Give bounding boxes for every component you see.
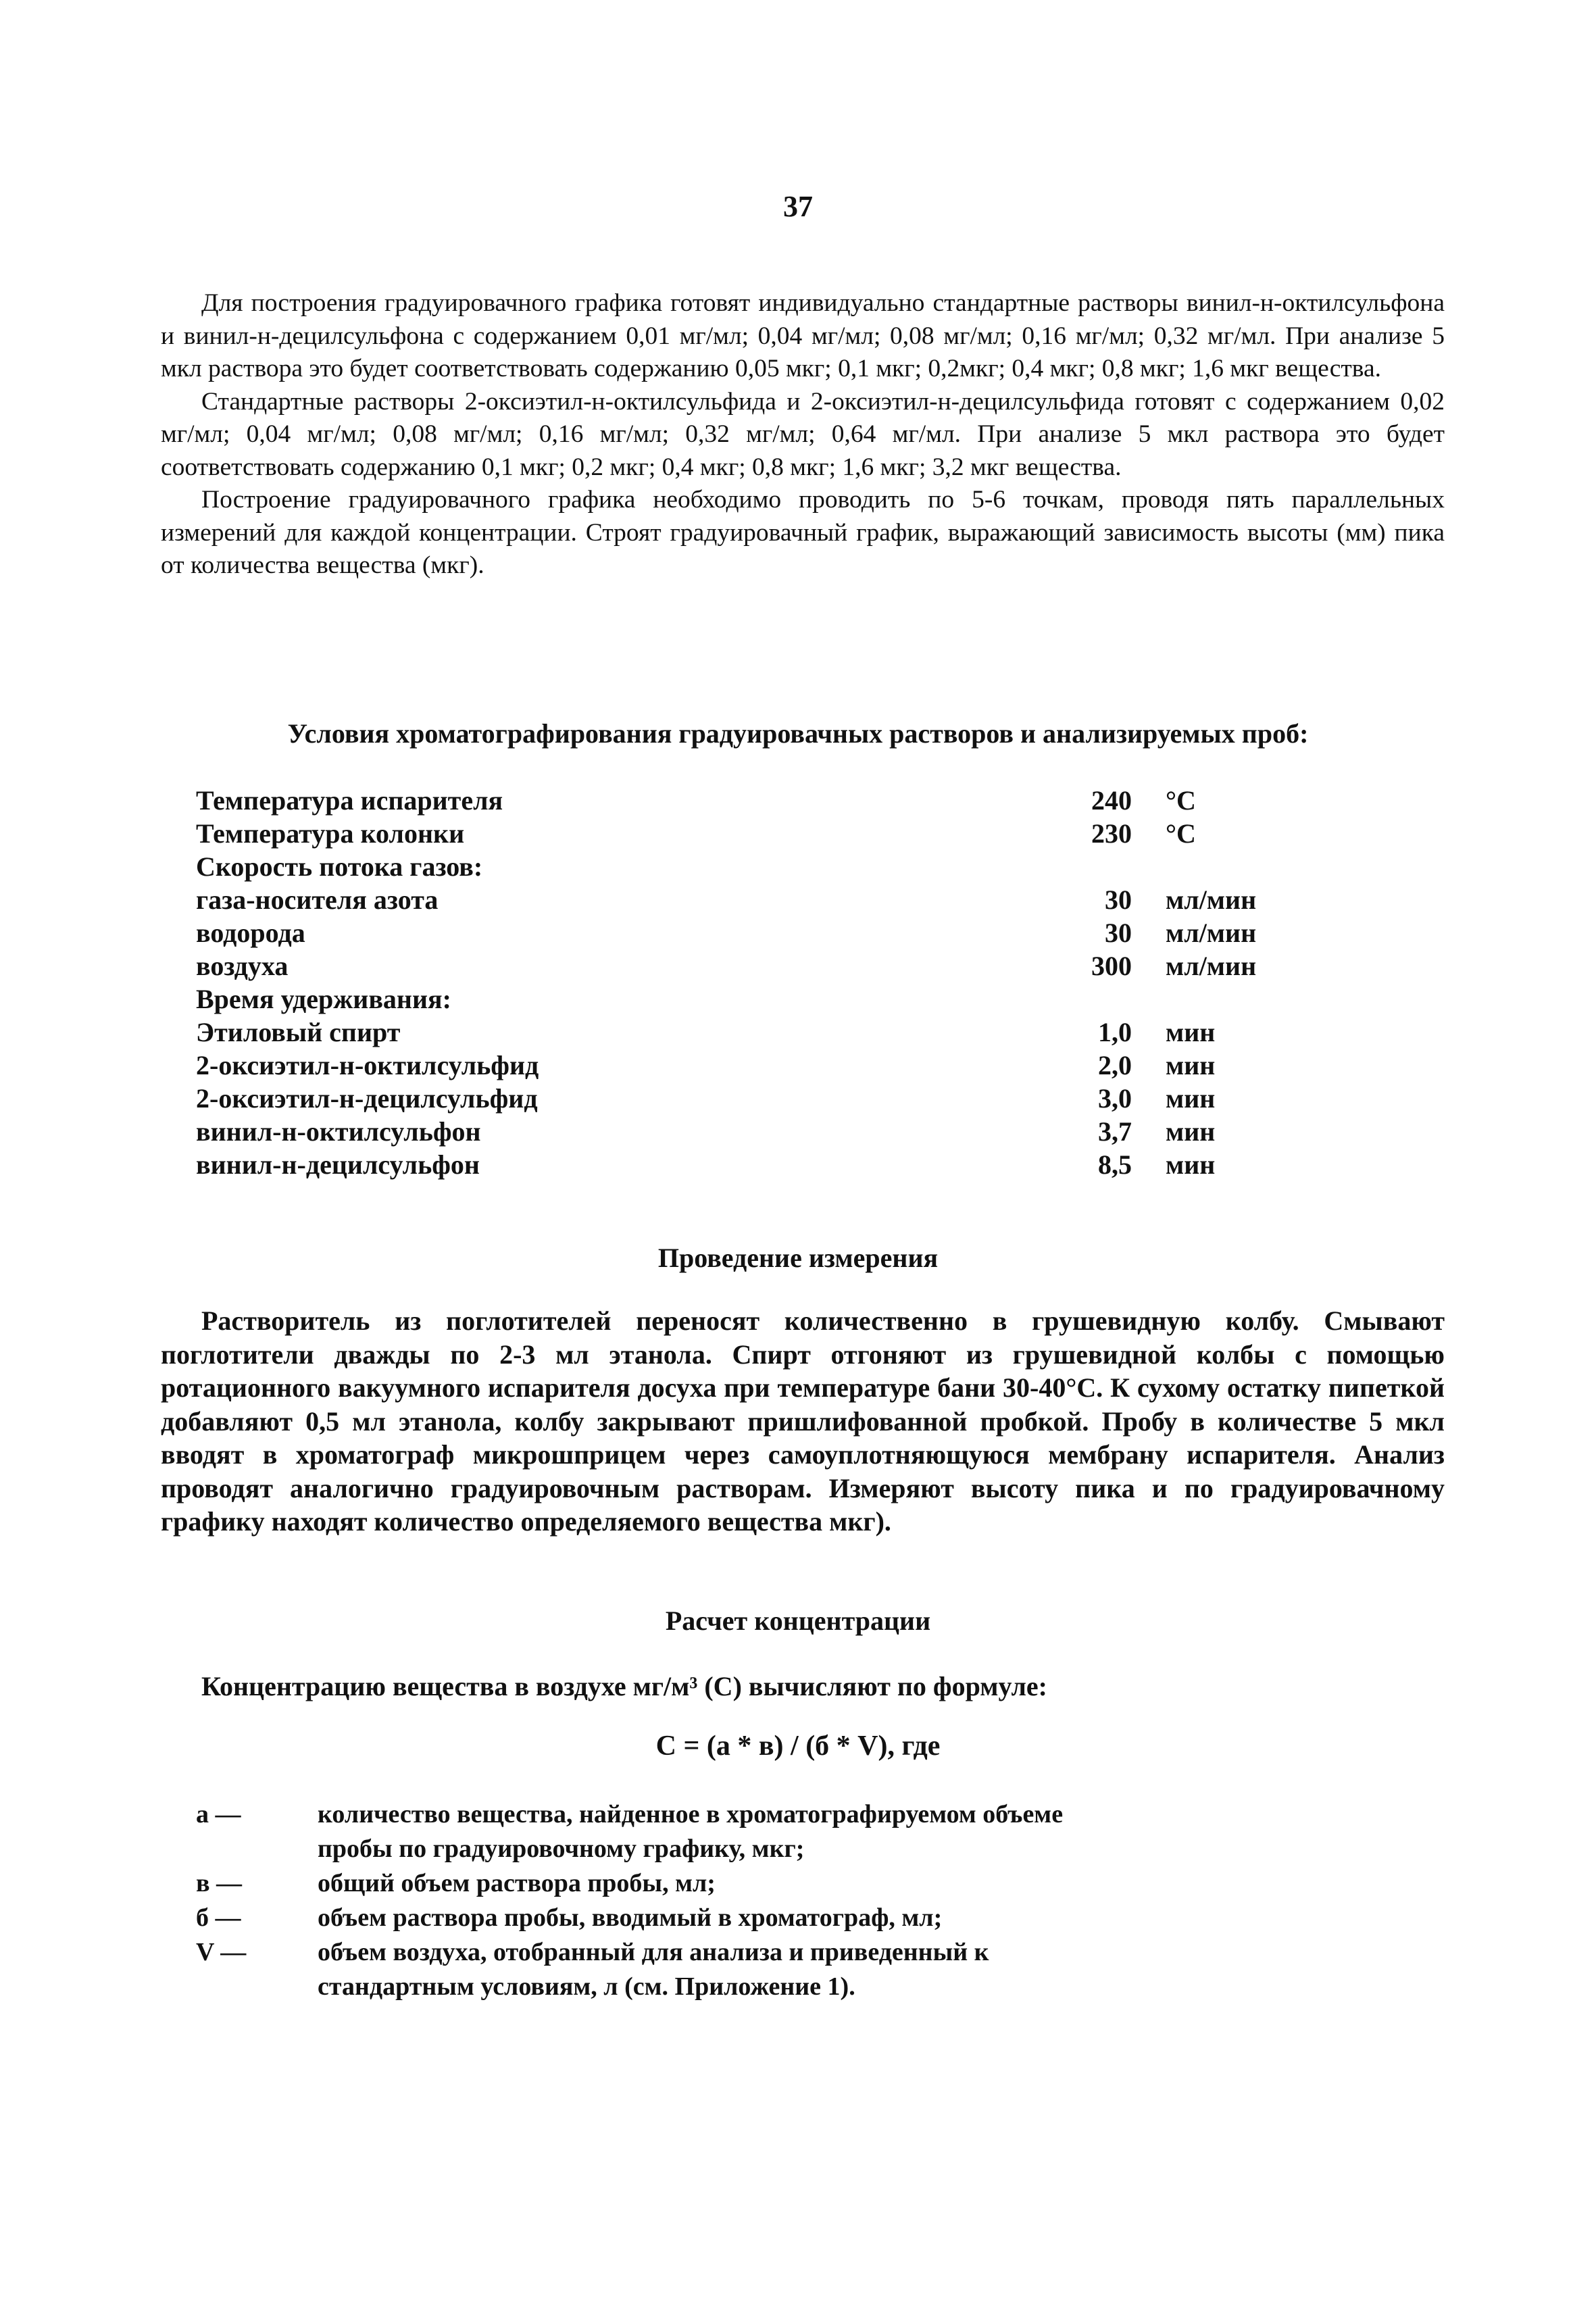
condition-unit: мин (1166, 1050, 1216, 1080)
condition-row (196, 949, 1345, 982)
condition-row (196, 982, 1345, 1016)
intro-section (161, 287, 1445, 582)
condition-value: 230 (1091, 818, 1132, 849)
condition-unit: мл/мин (1166, 885, 1257, 915)
definitions-list (196, 1797, 1142, 2004)
definition-text: объем раствора пробы, вводимый в хроматограф, мл; (318, 1903, 943, 1932)
condition-row (196, 1082, 1345, 1115)
condition-row (196, 850, 1345, 883)
condition-row (196, 883, 1345, 916)
condition-value: 3,7 (1098, 1116, 1132, 1147)
intro-paragraph: Стандартные растворы 2-оксиэтил-н-октилсульфида и 2-оксиэтил-н-децилсульфида готовят с содержанием 0,02 мг/мл; 0,04 мг/мл; 0,08 мг/мл; 0,16 мг/мл; 0,32 мг/мл; 0,64 мг/мл. При анализе 5 мкл раствора это будет соответствовать содержанию 0,1 мкг; 0,2 мкг; 0,4 мкг; 0,8 мкг; 1,6 мкг; 3,2 мкг вещества. (161, 387, 1445, 481)
condition-value: 1,0 (1098, 1017, 1132, 1047)
condition-row (196, 1016, 1345, 1049)
condition-unit: мл/мин (1166, 918, 1257, 948)
condition-label: Скорость потока газов: (196, 851, 483, 882)
calculation-title: Расчет концентрации (665, 1605, 931, 1636)
condition-value (1041, 982, 1132, 1016)
intro-paragraph: Для построения градуировачного графика готовят индивидуально стандартные растворы винил-н-октилсульфона и винил-н-децилсульфона с содержанием 0,01 мг/мл; 0,04 мг/мл; 0,08 мг/мл; 0,16 мг/мл; 0,32 мг/мл. При анализе 5 мкл раствора это будет соответствовать содержанию 0,05 мкг; 0,1 мкг; 0,2мкг; 0,4 мкг; 0,8 мкг; 1,6 мкг вещества. (161, 289, 1445, 382)
definition-row (196, 1797, 1142, 1866)
conditions-title: Условия хроматографирования градуировачных растворов и анализируемых проб: (287, 718, 1309, 749)
condition-unit: °С (1166, 818, 1196, 849)
condition-row (196, 1049, 1345, 1082)
condition-value: 3,0 (1098, 1083, 1132, 1114)
definition-symbol: V — (196, 1938, 247, 1966)
condition-unit: мл/мин (1166, 951, 1257, 981)
condition-row (196, 784, 1345, 817)
definition-row (196, 1866, 1142, 1901)
condition-label: 2-оксиэтил-н-децилсульфид (196, 1083, 538, 1114)
condition-value (1041, 850, 1132, 883)
definition-row (196, 1935, 1142, 2004)
condition-row (196, 1148, 1345, 1181)
definition-text: объем воздуха, отобранный для анализа и приведенный к стандартным условиям, л (см. Приложение 1). (318, 1938, 989, 2001)
condition-label: воздуха (196, 951, 289, 981)
condition-value: 240 (1091, 785, 1132, 816)
condition-row (196, 817, 1345, 850)
condition-unit: °С (1166, 785, 1196, 816)
definition-text: количество вещества, найденное в хроматографируемом объеме пробы по градуировочному графику, мкг; (318, 1800, 1064, 1863)
condition-unit: мин (1166, 1149, 1216, 1180)
condition-label: 2-оксиэтил-н-октилсульфид (196, 1050, 539, 1080)
condition-label: водорода (196, 918, 305, 948)
intro-paragraph: Построение градуировачного графика необходимо проводить по 5-6 точкам, проводя пять параллельных измерений для каждой концентрации. Строят градуировачный график, выражающий зависимость высоты (мм) пика от количества вещества (мкг). (161, 486, 1445, 579)
definition-symbol: б — (196, 1903, 241, 1932)
condition-value: 300 (1091, 951, 1132, 981)
definition-symbol: в — (196, 1869, 243, 1897)
condition-value: 2,0 (1098, 1050, 1132, 1080)
condition-label: Время удерживания: (196, 984, 451, 1014)
condition-unit: мин (1166, 1017, 1216, 1047)
condition-label: винил-н-децилсульфон (196, 1149, 480, 1180)
condition-label: Этиловый спирт (196, 1017, 401, 1047)
condition-unit: мин (1166, 1083, 1216, 1114)
condition-unit: мин (1166, 1116, 1216, 1147)
definition-symbol: а — (196, 1800, 241, 1828)
condition-value: 30 (1105, 918, 1132, 948)
condition-unit (1132, 982, 1166, 1016)
condition-row (196, 916, 1345, 949)
condition-label: Температура испарителя (196, 785, 503, 816)
definition-row (196, 1901, 1142, 1935)
condition-label: газа-носителя азота (196, 885, 439, 915)
condition-row (196, 1115, 1345, 1148)
calculation-intro: Концентрацию вещества в воздухе мг/м³ (С) вычисляют по формуле: (201, 1671, 1047, 1701)
condition-unit (1132, 850, 1166, 883)
measurement-title: Проведение измерения (657, 1243, 939, 1273)
formula: С = (а * в) / (б * V), где (655, 1731, 941, 1762)
definition-text: общий объем раствора пробы, мл; (318, 1869, 716, 1897)
condition-label: Температура колонки (196, 818, 465, 849)
condition-value: 8,5 (1098, 1149, 1132, 1180)
condition-value: 30 (1105, 885, 1132, 915)
conditions-table (196, 784, 1345, 1181)
page-number: 37 (783, 190, 813, 223)
condition-label: винил-н-октилсульфон (196, 1116, 481, 1147)
measurement-text: Растворитель из поглотителей переносят количественно в грушевидную колбу. Смывают поглотители дважды по 2-3 мл этанола. Спирт отгоняют из грушевидной колбы с помощью ротационного вакуумного испарителя досуха при температуре бани 30-40°С. К сухому остатку пипеткой добавляют 0,5 мл этанола, колбу закрывают пришлифованной пробкой. Пробу в количестве 5 мкл вводят в хроматограф микрошприцем через самоуплотняющуюся мембрану испарителя. Анализ проводят аналогично градуировочным растворам. Измеряют высоту пика и по градуировачному графику находят количество определяемого вещества мкг). (161, 1305, 1445, 1537)
